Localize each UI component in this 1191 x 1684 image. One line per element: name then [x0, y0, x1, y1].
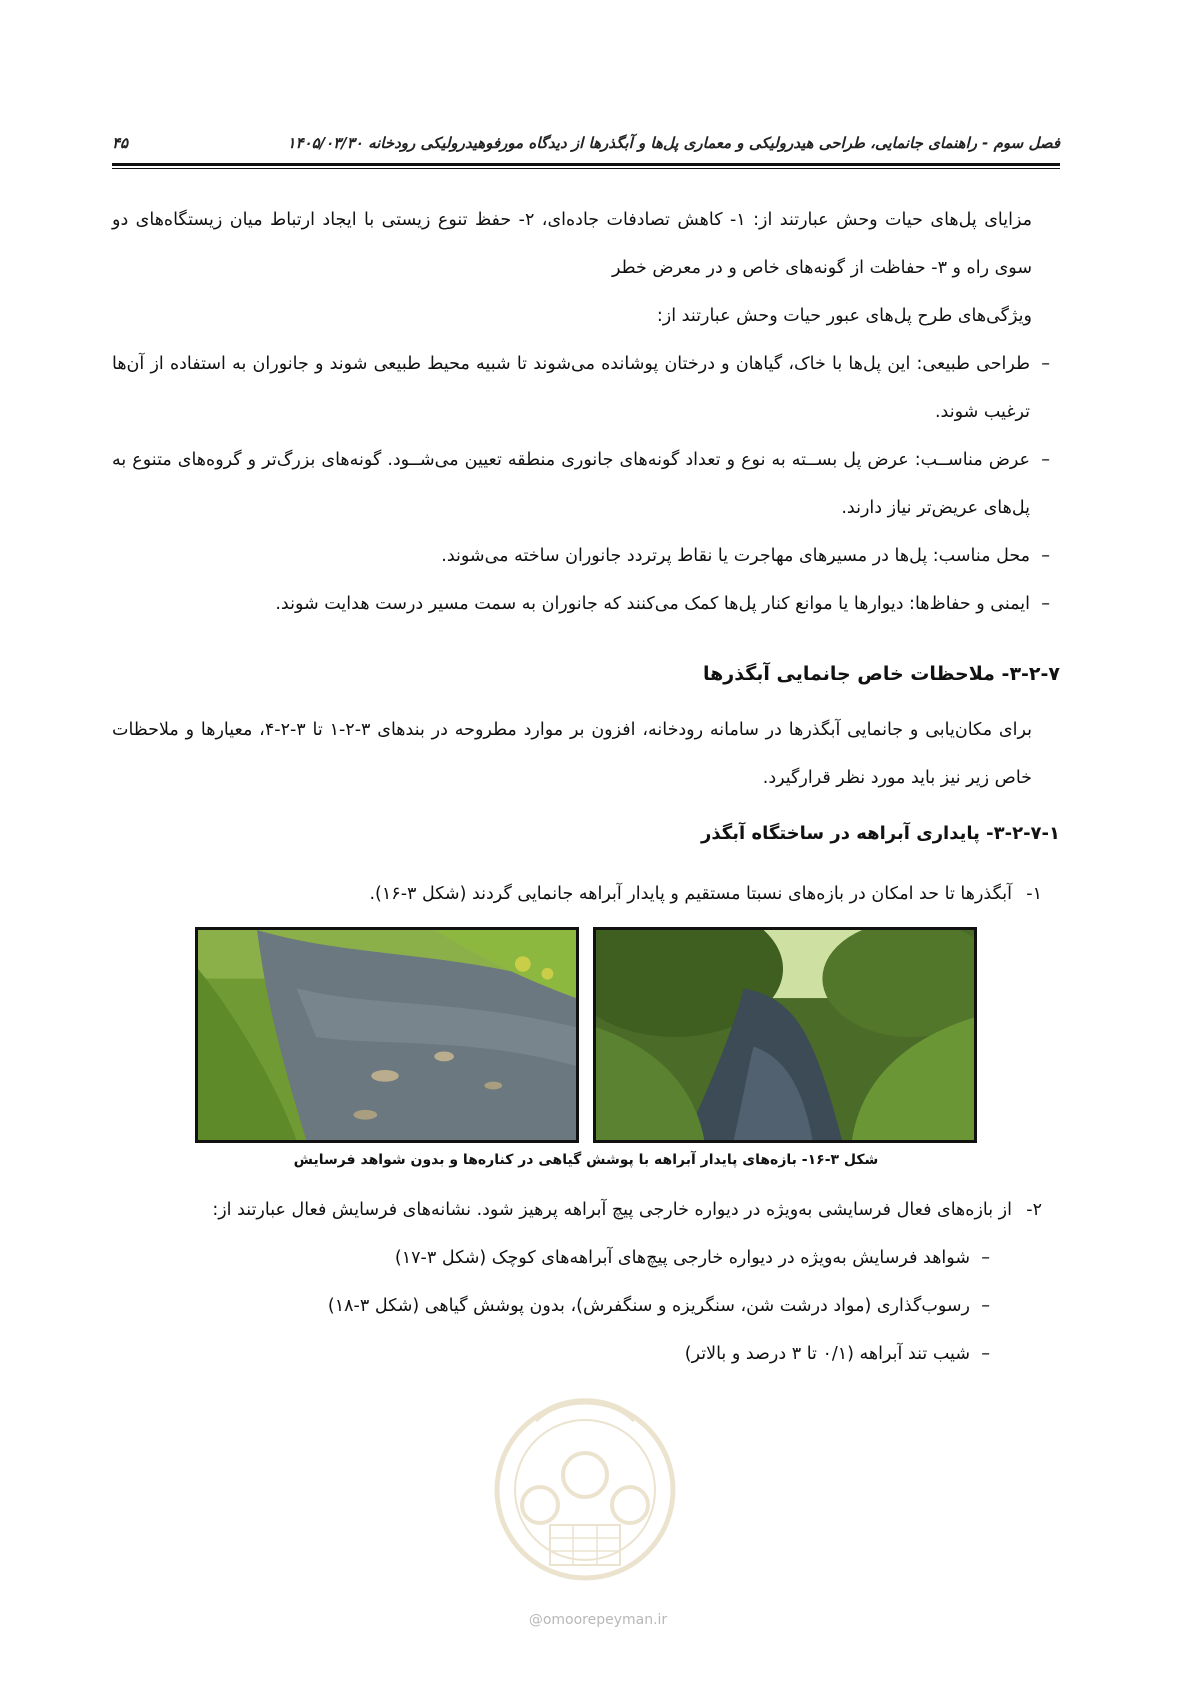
feature-text: عرض مناســب: عرض پل بســته به نوع و تعداد گونه‌های جانوری منطقه تعیین می‌شــود. گونه‌های بزرگ‌تر و گروه‌های متنوع به پل‌های عریض‌تر نیاز دارند. [112, 450, 1030, 518]
dash-marker: – [1041, 450, 1050, 470]
watermark-logo [490, 1365, 680, 1605]
watermark-url: @omoorepeyman.ir [528, 1612, 668, 1628]
feature-item [112, 532, 1060, 580]
item-text: آبگذرها تا حد امکان در بازه‌های نسبتا مستقیم و پایدار آبراهه جانمایی گردند (شکل ۳-۱۶). [369, 884, 1012, 904]
stream-photo-right [593, 927, 977, 1143]
section-3-2-7 [112, 650, 1060, 698]
dash-marker: – [1041, 546, 1050, 566]
erosion-sign-text: شواهد فرسایش به‌ویژه در دیواره خارجی پیچ‌های آبراهه‌های کوچک (شکل ۳-۱۷) [394, 1248, 970, 1268]
feature-item [112, 340, 1060, 436]
numbered-item [112, 870, 1060, 918]
header-rule [112, 163, 1060, 166]
section-body-block [112, 706, 1060, 802]
chapter-title: فصل سوم - راهنمای جانمایی، طراحی هیدرولیکی و معماری پل‌ها و آبگذرها از دیدگاه مورفوهیدرولیکی رودخانه ۱۴۰۵/۰۳/۳۰ [287, 134, 1060, 152]
dash-marker: – [981, 1344, 990, 1364]
dash-marker: – [981, 1296, 990, 1316]
item-text: از بازه‌های فعال فرسایشی به‌ویژه در دیواره خارجی پیچ آبراهه پرهیز شود. نشانه‌های فرسایش فعال عبارتند از: [212, 1200, 1012, 1220]
dash-marker: – [981, 1248, 990, 1268]
stream-photo-right-image [596, 930, 974, 1140]
stream-photo-left [195, 927, 579, 1143]
figure-3-16 [195, 927, 977, 1143]
feature-item [112, 580, 1060, 628]
item-2-block [112, 1186, 1060, 1378]
section-heading: ۳-۲-۷- ملاحظات خاص جانمایی آبگذرها [702, 663, 1060, 685]
page-number: ۴۵ [112, 134, 129, 152]
features-intro: ویژگی‌های طرح پل‌های عبور حیات وحش عبارتند از: [656, 306, 1032, 326]
erosion-sign-text: شیب تند آبراهه (۰/۱ تا ۳ درصد و بالاتر) [684, 1344, 970, 1364]
numbered-item [112, 1186, 1060, 1234]
erosion-sign [112, 1282, 1060, 1330]
section-body: برای مکان‌یابی و جانمایی آبگذرها در سامانه رودخانه، افزون بر موارد مطروحه در بندهای ۳-۲-۱ تا ۳-۲-۴، معیارها و ملاحظات خاص زیر نیز باید مورد نظر قرارگیرد. [112, 720, 1033, 788]
erosion-sign-text: رسوب‌گذاری (مواد درشت شن، سنگریزه و سنگفرش)، بدون پوشش گیاهی (شکل ۳-۱۸) [327, 1296, 970, 1316]
item-number: ۱- [1026, 884, 1042, 904]
intro-section [112, 196, 1060, 628]
advantages-paragraph: مزایای پل‌های حیات وحش عبارتند از: ۱- کاهش تصادفات جاده‌ای، ۲- حفظ تنوع زیستی با ایجاد ارتباط میان زیستگاه‌های دو سوی راه و ۳- حفاظت از گونه‌های خاص و در معرض خطر [112, 210, 1032, 278]
feature-text: محل مناسب: پل‌ها در مسیرهای مهاجرت یا نقاط پرتردد جانوران ساخته می‌شوند. [441, 546, 1030, 566]
stream-photo-left-image [198, 930, 576, 1140]
feature-text: ایمنی و حفاظ‌ها: دیوارها یا موانع کنار پل‌ها کمک می‌کنند که جانوران به سمت مسیر درست هدایت شوند. [275, 594, 1030, 614]
figure-caption: شکل ۳-۱۶- بازه‌های پایدار آبراهه با پوشش گیاهی در کناره‌ها و بدون شواهد فرسایش [293, 1152, 879, 1168]
item-1-block [112, 870, 1060, 918]
feature-item [112, 436, 1060, 532]
item-number: ۲- [1026, 1200, 1042, 1220]
dash-marker: – [1041, 594, 1050, 614]
subsection-heading: ۳-۲-۷-۱- پایداری آبراهه در ساختگاه آبگذر [701, 823, 1060, 844]
dash-marker: – [1041, 354, 1050, 374]
subsection-3-2-7-1 [112, 810, 1060, 858]
running-header [112, 128, 1060, 158]
header-rule-thin [112, 168, 1060, 169]
erosion-sign [112, 1234, 1060, 1282]
feature-text: طراحی طبیعی: این پل‌ها با خاک، گیاهان و درختان پوشانده می‌شوند تا شبیه محیط طبیعی شوند و جانوران به استفاده از آن‌ها ترغیب شوند. [112, 354, 1030, 422]
